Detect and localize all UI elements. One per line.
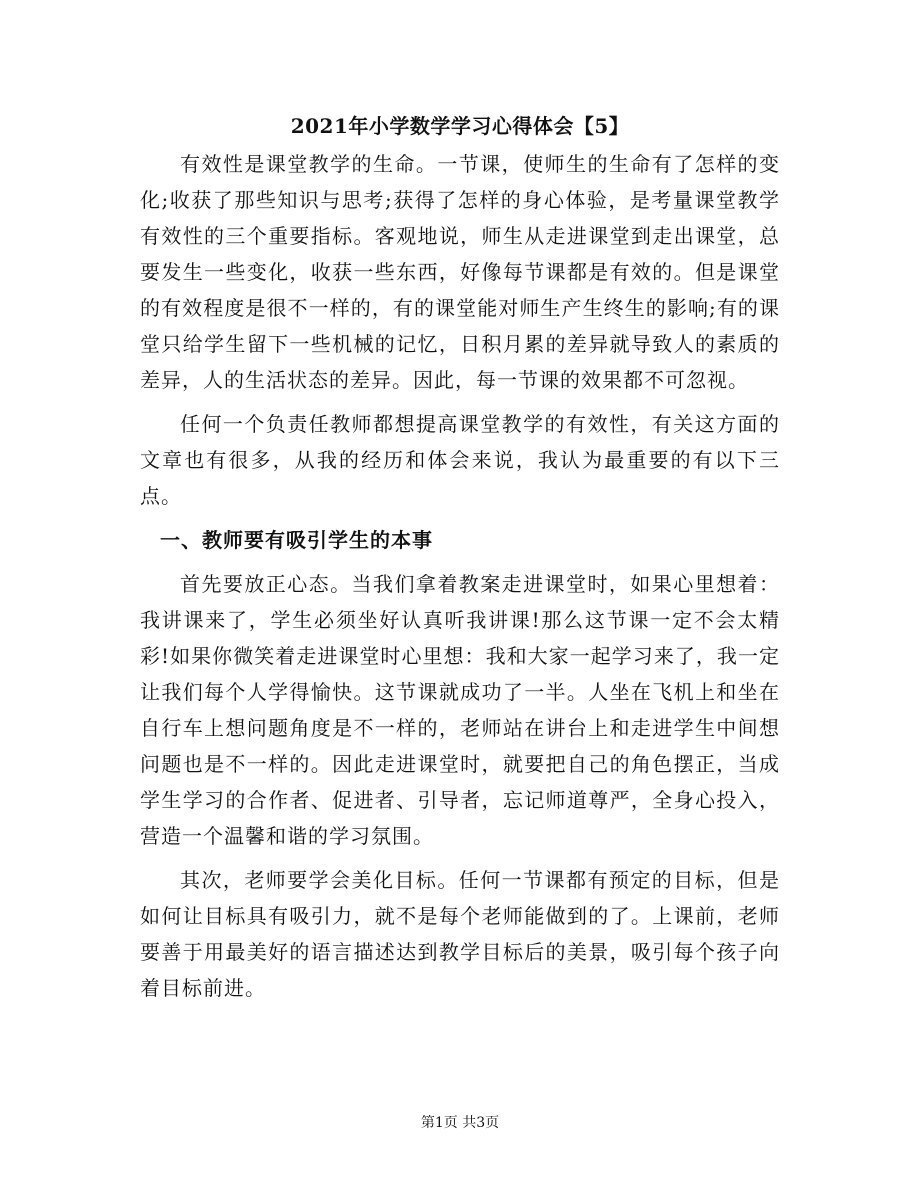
- document-body: [140, 146, 780, 1014]
- document-title: 2021年小学数学学习心得体会【5】: [290, 114, 630, 138]
- section-heading: 一、教师要有吸引学生的本事: [160, 528, 433, 552]
- paragraph-intro: 有效性是课堂教学的生命。一节课，使师生的生命有了怎样的变化;收获了那些知识与思考;获得了怎样的身心体验，是考量课堂教学有效性的三个重要指标。客观地说，师生从走进课堂到走出课堂，总要发生一些变化，收获一些东西，好像每节课都是有效的。但是课堂的有效程度是很不一样的，有的课堂能对师生产生终生的影响;有的课堂只给学生留下一些机械的记忆，日积月累的差异就导致人的素质的差异，人的生活状态的差异。因此，每一节课的效果都不可忽视。: [140, 152, 780, 392]
- paragraph-overview: 任何一个负责任教师都想提高课堂教学的有效性，有关这方面的文章也有很多，从我的经历和体会来说，我认为最重要的有以下三点。: [140, 412, 780, 508]
- paragraph-goals: 其次，老师要学会美化目标。任何一节课都有预定的目标，但是如何让目标具有吸引力，就不是每个老师能做到的了。上课前，老师要善于用最美好的语言描述达到教学目标后的美景，吸引每个孩子向着目标前进。: [140, 868, 780, 1000]
- page-indicator: 第1页 共3页: [420, 1115, 500, 1131]
- paragraph-mindset: 首先要放正心态。当我们拿着教案走进课堂时，如果心里想着：我讲课来了，学生必须坐好认真听我讲课!那么这节课一定不会太精彩!如果你微笑着走进课堂时心里想：我和大家一起学习来了，我一定让我们每个人学得愉快。这节课就成功了一半。人坐在飞机上和坐在自行车上想问题角度是不一样的，老师站在讲台上和走进学生中间想问题也是不一样的。因此走进课堂时，就要把自己的角色摆正，当成学生学习的合作者、促进者、引导者，忘记师道尊严，全身心投入，营造一个温馨和谐的学习氛围。: [140, 572, 780, 848]
